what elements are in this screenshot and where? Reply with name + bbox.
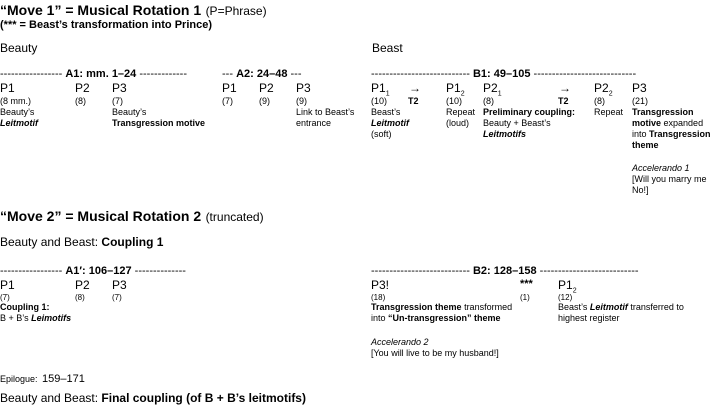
- b2-p1-desc1b: Leitmotif: [589, 302, 628, 312]
- b1-t2-2: T2: [558, 96, 569, 106]
- b2-p1-2-desc2: highest register: [558, 313, 620, 323]
- b1-arrow2-icon: →: [559, 81, 571, 95]
- b2-p3-desc1: Transgression theme: [371, 302, 462, 312]
- a1-p3-desc1: Beauty’s: [112, 107, 147, 117]
- a2-p3-desc1: Link to Beast’s: [296, 107, 355, 117]
- a1-p3-count: (7): [112, 96, 123, 106]
- b1-dashes-left: ---------------------------: [371, 68, 470, 80]
- a1-p2-count: (8): [75, 96, 86, 106]
- a1prime-p1-desc2b: Leimotifs: [31, 313, 72, 323]
- a1-p1-count: (8 mm.): [0, 96, 31, 106]
- b1-quote-line1: [Will you marry me: [632, 174, 707, 184]
- a1-p3-desc2: Transgression motive: [112, 118, 206, 128]
- b2-p3-desc1-line: [371, 302, 512, 312]
- move1-legend: (*** = Beast’s transformation into Prince): [0, 19, 213, 31]
- b1-p1-1-label: P1: [371, 81, 386, 95]
- move1-title-note: (P=Phrase): [205, 4, 267, 18]
- b1-p1-1-desc2: Leitmotif: [371, 118, 409, 128]
- b2-dashes-right: ---------------------------: [539, 265, 639, 277]
- a1-p3: P3: [112, 81, 127, 95]
- b1-p1-2-label: P1: [446, 81, 461, 95]
- b1-arrow1-icon: →: [409, 81, 421, 95]
- b1-p1-2-sub: 2: [460, 90, 465, 98]
- epilogue-label: Epilogue:: [0, 374, 38, 384]
- b1-p2-1-desc2: Beauty + Beast’s: [483, 118, 551, 128]
- a1-p1: P1: [0, 81, 15, 95]
- a1prime-p1-desc1: Coupling 1:: [0, 302, 50, 312]
- a2-label: A2: 24–48: [236, 68, 288, 80]
- b1-p3-desc2: motive: [632, 118, 662, 128]
- move2-coupling-value: Coupling 1: [101, 235, 164, 249]
- b2-p1-2-sub: 2: [572, 287, 577, 295]
- b1-p3-desc1: Transgression: [632, 107, 694, 117]
- move1-title: “Move 1” = Musical Rotation 1: [0, 2, 202, 18]
- b2-p1-2-label: P1: [558, 278, 573, 292]
- b2-p1-2-desc1-line: [558, 302, 684, 312]
- b1-p2-1: [483, 82, 502, 96]
- b2-p3-desc1b: transformed: [464, 302, 513, 312]
- b2-p1-2: [558, 279, 577, 293]
- b2-label: B2:: [472, 265, 491, 277]
- final-coupling-value: Final coupling (of B + B’s leitmotifs): [101, 391, 306, 405]
- b1-p1-2-desc2: (loud): [446, 118, 470, 128]
- b1-p1-1-desc3: (soft): [371, 129, 392, 139]
- b2-p1-2-count: (12): [558, 293, 573, 302]
- a1prime-range: 106–127: [88, 265, 132, 277]
- a1-dashes-right: -------------: [139, 68, 187, 80]
- b2-quote: [You will live to be my husband!]: [371, 348, 499, 358]
- b2-section-header: [371, 265, 639, 278]
- b2-transformation-stars: ***: [520, 278, 533, 290]
- b1-p2-2: [594, 82, 613, 96]
- epilogue-range: 159–171: [41, 373, 85, 385]
- b2-p1-desc1a: Beast’s: [558, 302, 588, 312]
- b1-accelerando: Accelerando 1: [632, 163, 690, 173]
- b1-p3-desc3b: Transgression: [649, 129, 711, 139]
- b1-dashes-right: ----------------------------: [533, 68, 637, 80]
- a1prime-label: A1′:: [65, 265, 86, 277]
- move1-heading: [0, 2, 267, 20]
- a2-p2: P2: [259, 81, 274, 95]
- b1-p2-1-count: (8): [483, 96, 494, 106]
- a2-dashes-right: ---: [290, 68, 302, 80]
- b2-p3-desc2b: “Un-transgression” theme: [388, 313, 501, 323]
- move2-title: “Move 2” = Musical Rotation 2: [0, 208, 202, 224]
- b1-p1-1-sub: 1: [385, 90, 390, 98]
- epilogue-line: [0, 369, 85, 387]
- b1-p2-1-label: P2: [483, 81, 498, 95]
- b1-p2-1-sub: 1: [497, 90, 502, 98]
- beauty-label: Beauty: [0, 41, 38, 55]
- b1-p2-2-count: (8): [594, 96, 605, 106]
- a1prime-p1-count: (7): [0, 293, 10, 302]
- b1-p3-desc2-line: [632, 118, 703, 128]
- a1prime-p2: P2: [75, 278, 90, 292]
- b1-p1-2-count: (10): [446, 96, 463, 106]
- final-coupling-line: [0, 392, 306, 406]
- b2-stars-count: (1): [520, 293, 530, 302]
- move2-title-note: (truncated): [205, 210, 264, 224]
- a2-p2-count: (9): [259, 96, 270, 106]
- a1-section-header: [0, 68, 187, 81]
- b1-p3-desc3: into: [632, 129, 647, 139]
- b1-p3-desc2b: expanded: [663, 118, 704, 128]
- b1-section-header: [371, 68, 636, 81]
- b1-p2-2-sub: 2: [608, 90, 613, 98]
- a1-dashes-left: -----------------: [0, 68, 63, 80]
- b2-dashes-left: ---------------------------: [371, 265, 470, 277]
- a1prime-p3-count: (7): [112, 293, 122, 302]
- a1prime-p2-count: (8): [75, 293, 85, 302]
- b1-label: B1:: [472, 68, 491, 80]
- b2-p1-desc1c: transferred to: [630, 302, 684, 312]
- move2-heading: [0, 208, 264, 226]
- b1-p2-1-desc1: Preliminary coupling:: [483, 107, 576, 117]
- b2-p3-desc2a: into: [371, 313, 386, 323]
- a1prime-p1-desc2-line: [0, 313, 71, 323]
- b1-p3-desc4: theme: [632, 140, 659, 150]
- b2-range: 128–158: [493, 265, 537, 277]
- a2-p3: P3: [296, 81, 311, 95]
- b1-t2-1: T2: [408, 96, 419, 106]
- a1prime-p1-desc2a: B + B’s: [0, 313, 29, 323]
- b2-p3-desc2-line: [371, 313, 501, 323]
- b1-p1-2: [446, 82, 465, 96]
- a2-p3-count: (9): [296, 96, 307, 106]
- b1-p1-1-desc1: Beast’s: [371, 107, 401, 117]
- a1prime-dashes-right: --------------: [134, 265, 186, 277]
- b1-p2-2-desc1: Repeat: [594, 107, 624, 117]
- a1-p2: P2: [75, 81, 90, 95]
- a1-p1-desc2: Leitmotif: [0, 118, 38, 128]
- a2-p3-desc2: entrance: [296, 118, 332, 128]
- b1-p3-count: (21): [632, 96, 649, 106]
- a1prime-dashes-left: -----------------: [0, 265, 63, 277]
- b1-p1-1: [371, 82, 390, 96]
- b1-p2-2-label: P2: [594, 81, 609, 95]
- a1-range: mm. 1–24: [86, 68, 137, 80]
- b2-accelerando: Accelerando 2: [371, 337, 429, 347]
- a1-label: A1:: [65, 68, 84, 80]
- b1-quote-line2: No!]: [632, 185, 649, 195]
- b2-p3: P3!: [371, 278, 390, 292]
- a2-p1-count: (7): [222, 96, 233, 106]
- b1-p3-desc3-line: [632, 129, 711, 139]
- b1-p1-2-desc1: Repeat: [446, 107, 476, 117]
- b1-p2-1-desc3: Leitmotifs: [483, 129, 527, 139]
- move2-coupling-line: [0, 236, 163, 250]
- b1-p3: P3: [632, 81, 647, 95]
- a2-p1: P1: [222, 81, 237, 95]
- a1prime-section-header: [0, 265, 186, 278]
- a2-dashes-left: ---: [222, 68, 233, 80]
- beast-label: Beast: [372, 41, 403, 55]
- b1-range: 49–105: [493, 68, 531, 80]
- a2-section-header: [222, 68, 302, 81]
- final-coupling-label: Beauty and Beast:: [0, 391, 99, 405]
- move2-coupling-label: Beauty and Beast:: [0, 235, 99, 249]
- b1-p1-1-count: (10): [371, 96, 388, 106]
- a1-p1-desc1: Beauty’s: [0, 107, 35, 117]
- a1prime-p3: P3: [112, 278, 127, 292]
- a1prime-p1: P1: [0, 278, 15, 292]
- b2-p3-count: (18): [371, 293, 386, 302]
